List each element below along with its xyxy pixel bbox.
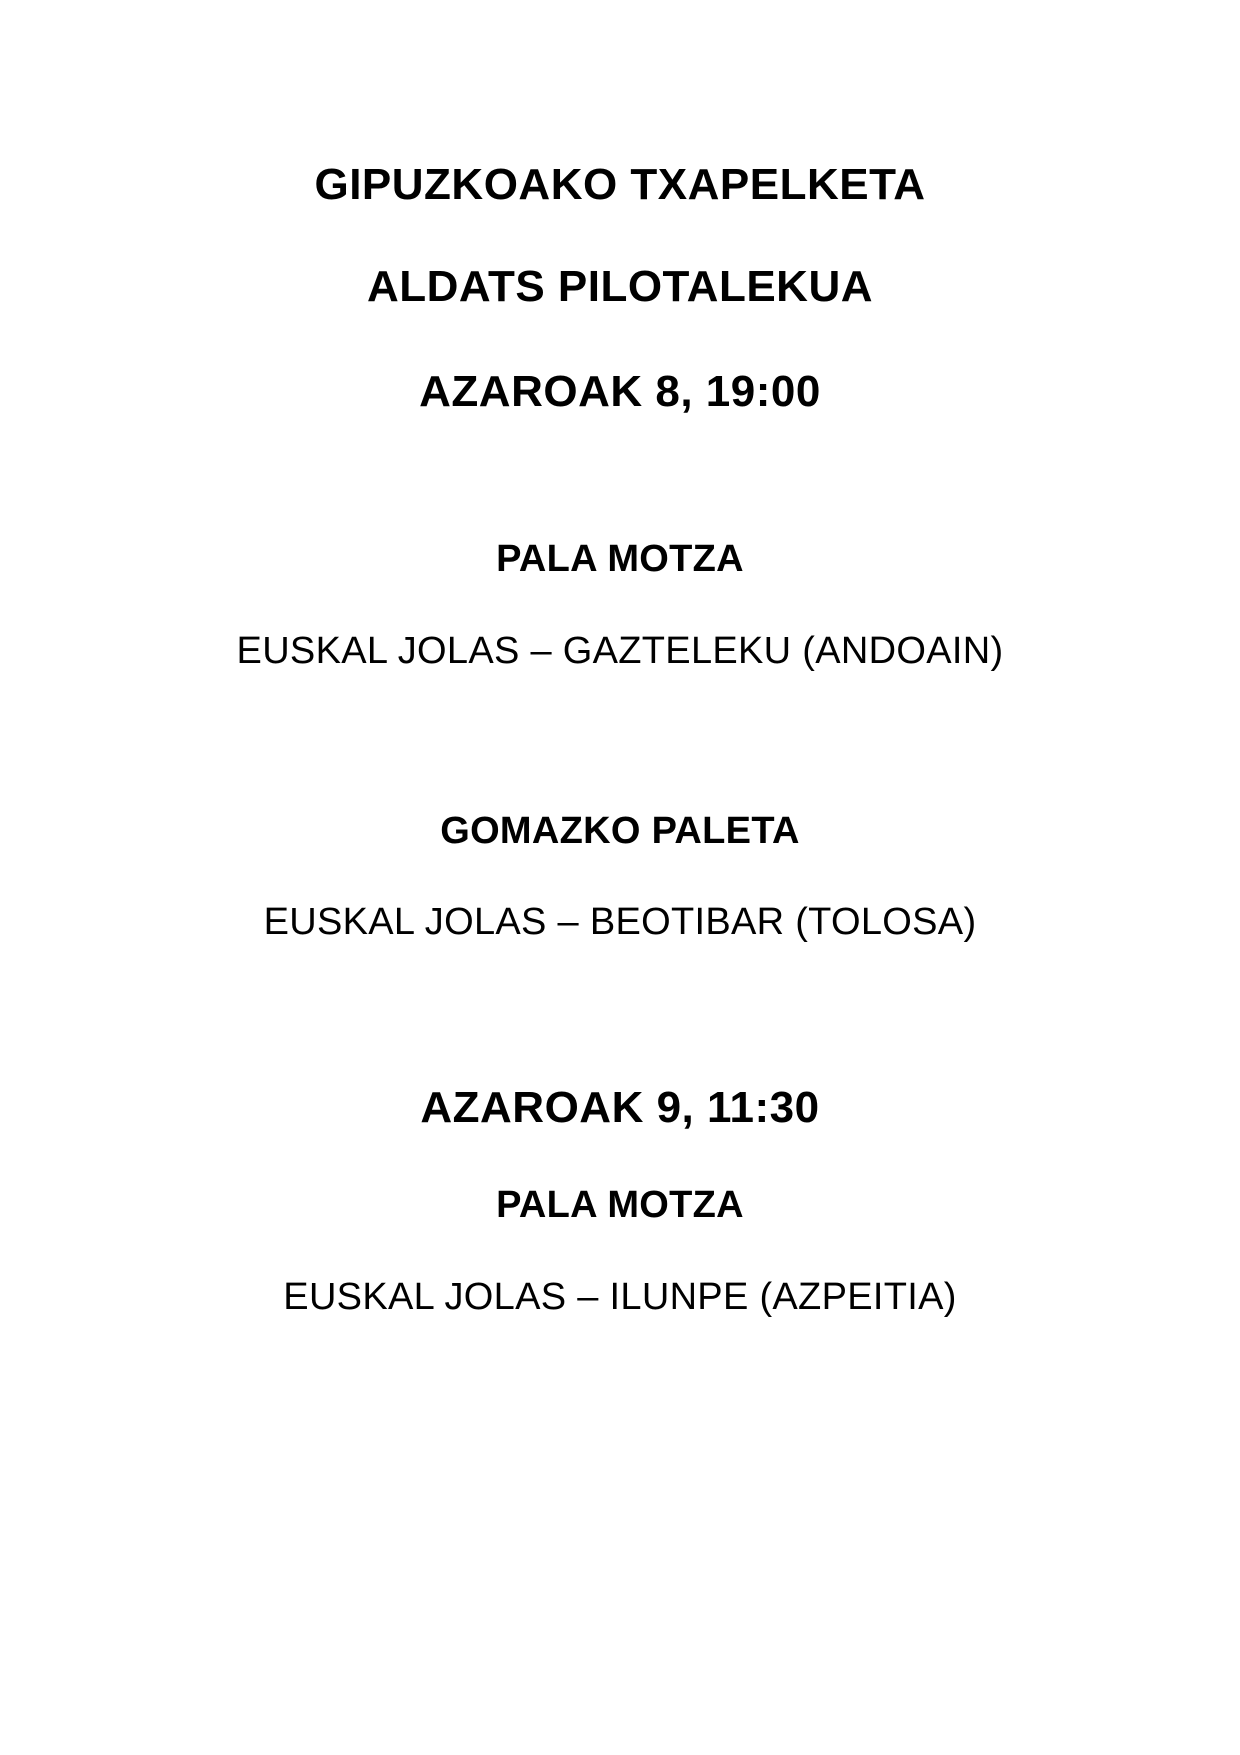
day2-event1-category: PALA MOTZA xyxy=(496,1184,744,1226)
day1-datetime: AZAROAK 8, 19:00 xyxy=(419,367,821,416)
day1-event2-match: EUSKAL JOLAS – BEOTIBAR (TOLOSA) xyxy=(263,901,977,943)
day1-event1-category: PALA MOTZA xyxy=(496,538,744,580)
tournament-title: GIPUZKOAKO TXAPELKETA xyxy=(314,160,926,209)
day2-event1-match: EUSKAL JOLAS – ILUNPE (AZPEITIA) xyxy=(283,1276,957,1318)
day2-datetime: AZAROAK 9, 11:30 xyxy=(420,1083,820,1132)
day1-event1-match: EUSKAL JOLAS – GAZTELEKU (ANDOAIN) xyxy=(236,630,1004,672)
venue-name: ALDATS PILOTALEKUA xyxy=(367,262,873,311)
day1-event2-category: GOMAZKO PALETA xyxy=(440,810,800,852)
